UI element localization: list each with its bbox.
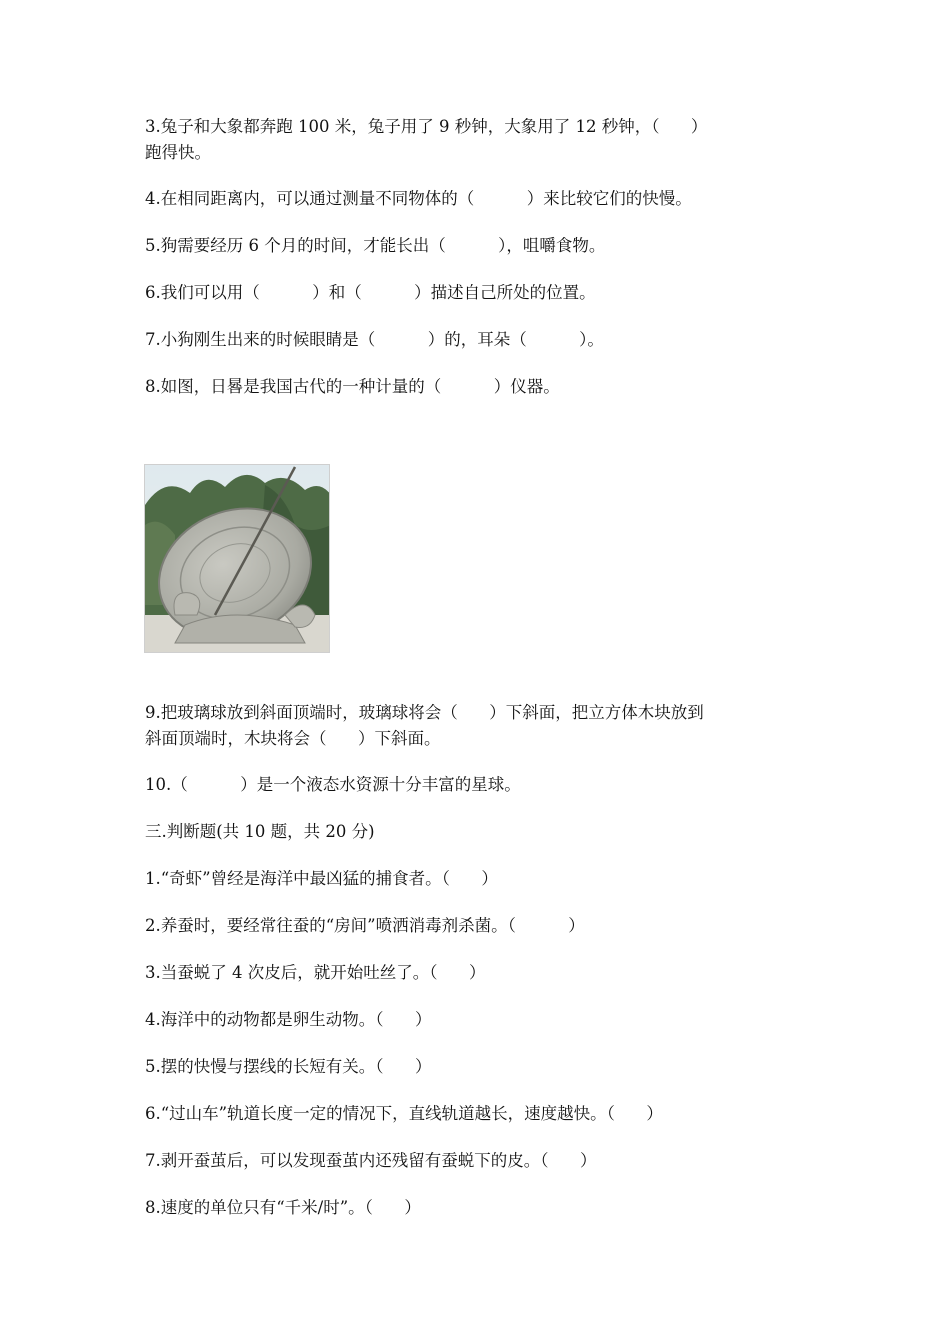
q3-line2: 跑得快。: [145, 143, 211, 162]
q5: 5.狗需要经历 6 个月的时间，才能长出（ ），咀嚼食物。: [145, 236, 606, 255]
sundial-photo: [144, 464, 330, 653]
q9-line2: 斜面顶端时，木块将会（ ）下斜面。: [145, 729, 441, 748]
judge-q3: 3.当蚕蜕了 4 次皮后，就开始吐丝了。（ ）: [145, 963, 486, 982]
judge-q6: 6.“过山车”轨道长度一定的情况下，直线轨道越长，速度越快。（ ）: [145, 1104, 663, 1123]
judge-q1: 1.“奇虾”曾经是海洋中最凶猛的捕食者。（ ）: [145, 869, 498, 888]
q6: 6.我们可以用（ ）和（ ）描述自己所处的位置。: [145, 283, 596, 302]
judge-q5: 5.摆的快慢与摆线的长短有关。（ ）: [145, 1057, 432, 1076]
judge-q4: 4.海洋中的动物都是卵生动物。（ ）: [145, 1010, 432, 1029]
q4: 4.在相同距离内，可以通过测量不同物体的（ ）来比较它们的快慢。: [145, 189, 692, 208]
section3-title: 三.判断题(共 10 题，共 20 分): [145, 822, 375, 841]
q8: 8.如图，日晷是我国古代的一种计量的（ ）仪器。: [145, 377, 560, 396]
q7: 7.小狗刚生出来的时候眼睛是（ ）的，耳朵（ ）。: [145, 330, 604, 349]
judge-q8: 8.速度的单位只有“千米/时”。（ ）: [145, 1198, 421, 1217]
judge-q7: 7.剥开蚕茧后，可以发现蚕茧内还残留有蚕蜕下的皮。（ ）: [145, 1151, 597, 1170]
q9-line1: 9.把玻璃球放到斜面顶端时，玻璃球将会（ ）下斜面，把立方体木块放到: [145, 703, 704, 722]
q3-line1: 3.兔子和大象都奔跑 100 米，兔子用了 9 秒钟，大象用了 12 秒钟，（ ）: [145, 117, 708, 136]
q10: 10.（ ）是一个液态水资源十分丰富的星球。: [145, 775, 521, 794]
judge-q2: 2.养蚕时，要经常往蚕的“房间”喷洒消毒剂杀菌。（ ）: [145, 916, 585, 935]
